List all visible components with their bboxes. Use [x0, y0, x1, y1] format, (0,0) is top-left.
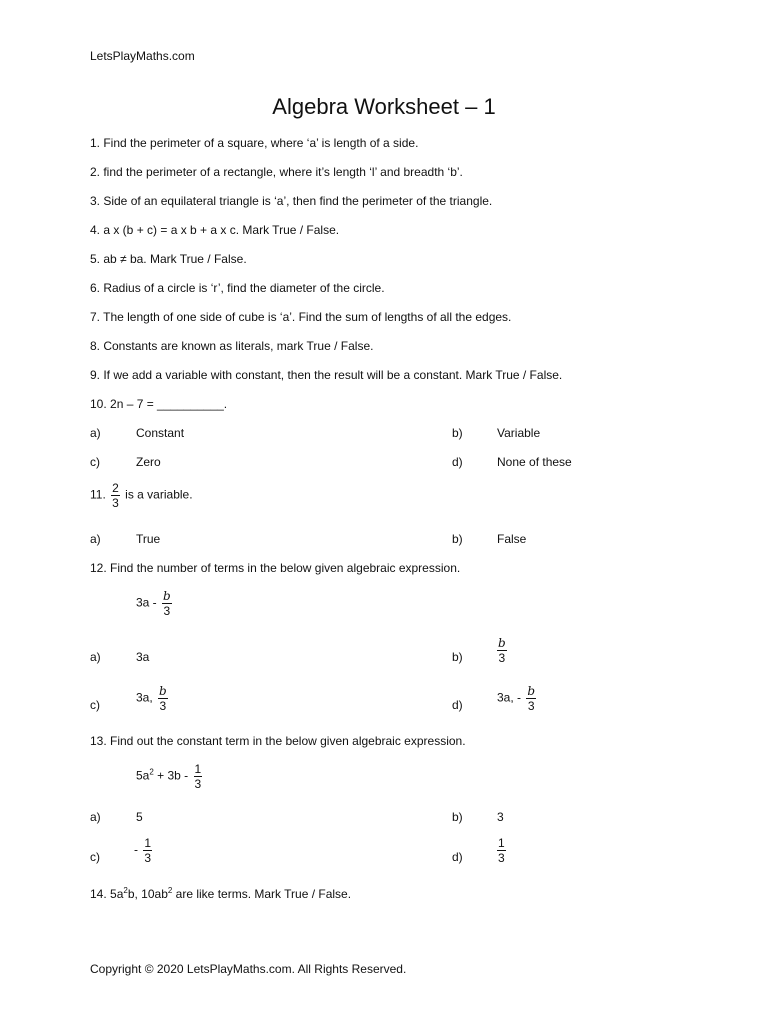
q13-expression-lead: 5a — [136, 768, 150, 783]
question-4: 4. a x (b + c) = a x b + a x c. Mark True / False. — [90, 223, 340, 237]
q12-expression-denominator: 3 — [163, 604, 171, 618]
copyright-footer: Copyright © 2020 LetsPlayMaths.com. All Rights Reserved. — [90, 962, 407, 976]
question-10: 10. 2n – 7 = __________. — [90, 397, 228, 411]
question-9: 9. If we add a variable with constant, then the result will be a constant. Mark True / False. — [90, 368, 563, 382]
q13-option-c-lead: - — [134, 842, 138, 857]
q13-option-a-text: 5 — [136, 810, 143, 824]
q10-option-b-text: Variable — [497, 426, 541, 440]
q13-option-b-text: 3 — [497, 810, 504, 824]
q12-option-d-numerator: b — [527, 684, 536, 698]
q13-expression — [136, 762, 204, 791]
q14-mid: b, 10ab — [127, 887, 168, 901]
q13-option-c-numerator: 1 — [144, 836, 152, 850]
q12-expression-numerator: b — [163, 589, 171, 603]
q13-option-d-denominator: 3 — [498, 851, 505, 865]
q12-option-b-numerator: b — [498, 636, 506, 650]
q11-fraction-denominator: 3 — [112, 496, 119, 510]
q11-fraction — [111, 481, 120, 510]
q12-option-c-label: c) — [90, 698, 100, 712]
q11-option-b-text: False — [497, 532, 527, 546]
q12-option-c-lead: 3a, — [136, 690, 153, 705]
q10-option-a-label: a) — [90, 426, 101, 440]
site-name: LetsPlayMaths.com — [90, 49, 195, 63]
q13-expression-exponent: 2 — [149, 767, 154, 777]
q13-option-c — [134, 836, 154, 865]
q10-option-b-label: b) — [452, 426, 463, 440]
question-3: 3. Side of an equilateral triangle is ‘a’, then find the perimeter of the triangle. — [90, 194, 493, 208]
q13-option-d-label: d) — [452, 850, 463, 864]
q13-option-d-frac — [497, 836, 506, 865]
page-title: Algebra Worksheet – 1 — [272, 94, 496, 119]
question-11 — [90, 481, 193, 510]
q13-expression-fraction — [194, 762, 203, 791]
question-6: 6. Radius of a circle is ‘r’, find the diameter of the circle. — [90, 281, 385, 295]
q13-option-a-label: a) — [90, 810, 101, 824]
q11-fraction-numerator: 2 — [112, 481, 119, 495]
question-13: 13. Find out the constant term in the below given algebraic expression. — [90, 734, 466, 748]
q12-option-a-text: 3a — [136, 650, 150, 664]
q14-tail: are like terms. Mark True / False. — [175, 887, 352, 901]
question-12: 12. Find the number of terms in the below given algebraic expression. — [90, 561, 461, 575]
q12-option-d-denominator: 3 — [527, 699, 535, 713]
q14-exponent-2: 2 — [167, 886, 173, 895]
question-1: 1. Find the perimeter of a square, where ‘a’ is length of a side. — [90, 136, 419, 150]
q14-exponent-1: 2 — [123, 886, 128, 895]
question-5: 5. ab ≠ ba. Mark True / False. — [90, 252, 247, 266]
q12-option-c-numerator: b — [159, 684, 167, 698]
q10-option-d-text: None of these — [497, 455, 572, 469]
q13-expression-denominator: 3 — [194, 777, 202, 791]
q12-option-d-frac — [526, 684, 536, 713]
q11-text: is a variable. — [125, 487, 193, 502]
q10-option-d-label: d) — [452, 455, 463, 469]
question-14 — [90, 886, 351, 901]
q12-option-a-label: a) — [90, 650, 101, 664]
q12-expression — [136, 589, 174, 618]
q12-option-b-fraction — [495, 636, 509, 665]
q13-option-c-denominator: 3 — [144, 851, 152, 865]
q13-option-d-numerator: 1 — [498, 836, 505, 850]
q13-option-c-frac — [143, 836, 152, 865]
q13-expression-mid: + 3b - — [157, 768, 189, 783]
q12-option-d — [497, 684, 538, 713]
q11-number: 11. — [90, 487, 106, 502]
q13-option-b-label: b) — [452, 810, 463, 824]
q10-option-c-label: c) — [90, 455, 100, 469]
q10-option-a-text: Constant — [136, 426, 185, 440]
q12-option-c-frac — [158, 684, 168, 713]
q12-option-c — [136, 684, 170, 713]
question-2: 2. find the perimeter of a rectangle, where it’s length ‘l’ and breadth ‘b’. — [90, 165, 463, 179]
question-7: 7. The length of one side of cube is ‘a’. Find the sum of lengths of all the edges. — [90, 310, 512, 324]
q12-expression-fraction — [162, 589, 172, 618]
q13-expression-numerator: 1 — [194, 762, 202, 776]
q14-lead: 14. 5a — [90, 887, 124, 901]
q12-option-b-frac — [497, 636, 507, 665]
q12-option-c-denominator: 3 — [159, 699, 167, 713]
q12-option-d-lead: 3a, - — [497, 690, 522, 705]
q11-option-a-label: a) — [90, 532, 101, 546]
q12-expression-lead: 3a - — [136, 595, 157, 610]
q12-option-b-denominator: 3 — [498, 651, 506, 665]
q13-option-d — [495, 836, 508, 865]
q10-option-c-text: Zero — [136, 455, 161, 469]
q12-option-b-label: b) — [452, 650, 463, 664]
q11-option-a-text: True — [136, 532, 161, 546]
q11-option-b-label: b) — [452, 532, 463, 546]
q13-option-c-label: c) — [90, 850, 100, 864]
q12-option-d-label: d) — [452, 698, 463, 712]
question-8: 8. Constants are known as literals, mark True / False. — [90, 339, 374, 353]
